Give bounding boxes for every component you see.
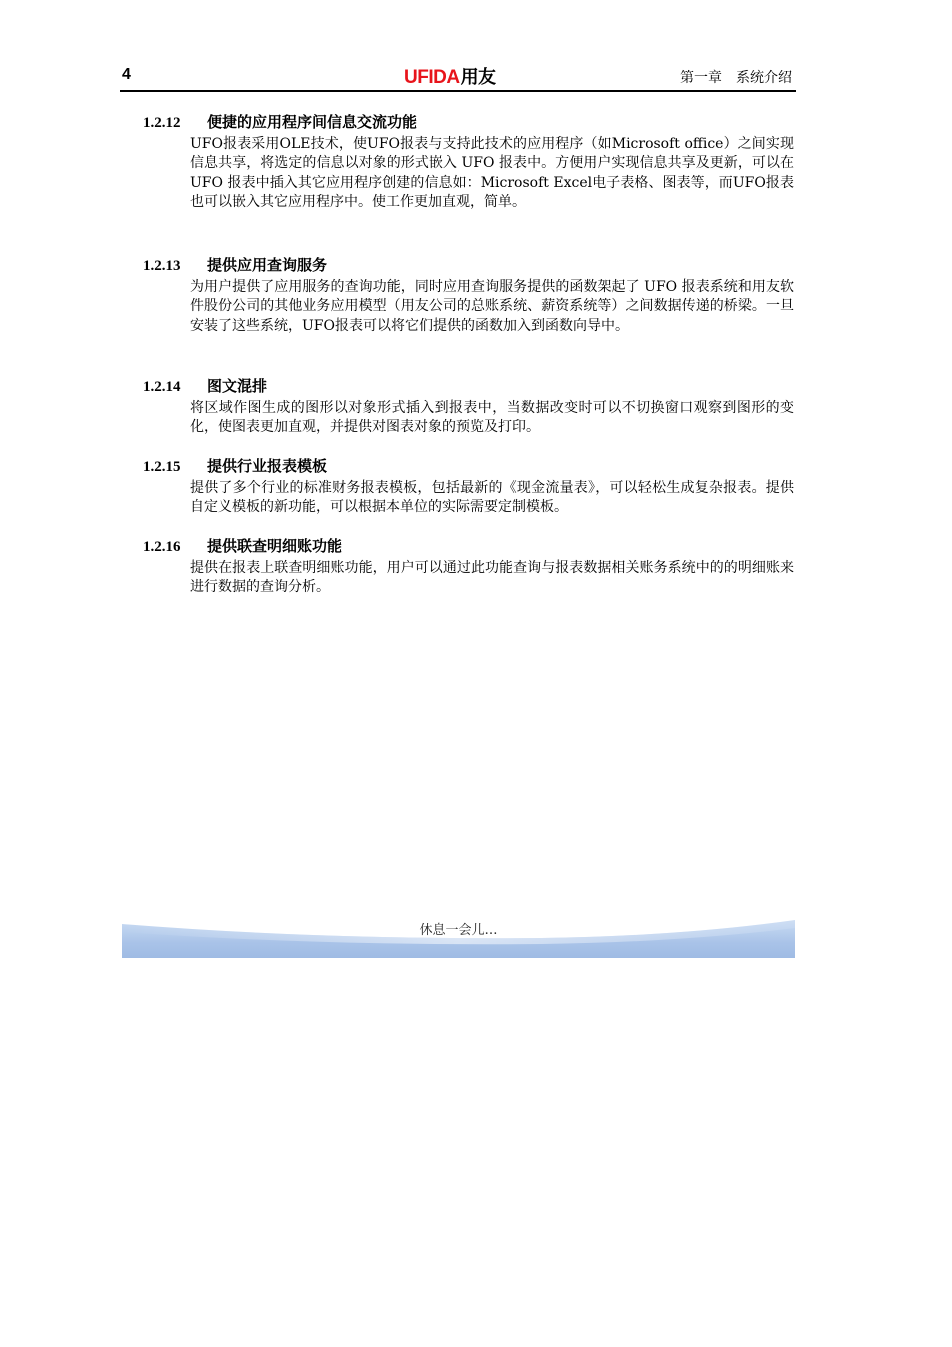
section-heading (143, 253, 803, 277)
section-title: 便捷的应用程序间信息交流功能 (207, 113, 418, 131)
section-heading (143, 534, 803, 558)
section-number: 1.2.13 (143, 258, 181, 274)
section-1-2-16 (143, 534, 803, 598)
section-1-2-15 (143, 454, 803, 518)
section-body: 提供了多个行业的标准财务报表模板，包括最新的《现金流量表》，可以轻松生成复杂报表。提供自定义模板的新功能，可以根据本单位的实际需要定制模板。 (190, 480, 794, 516)
section-number: 1.2.14 (143, 379, 181, 395)
chapter-title: 第一章 系统介绍 (680, 70, 792, 86)
section-body: 为用户提供了应用服务的查询功能，同时应用查询服务提供的函数架起了 UFO 报表系统和用友软件股份公司的其他业务应用模型（用友公司的总账系统、薪资系统等）之间数据传递的桥梁。一旦安装了这些系统，UFO报表可以将它们提供的函数加入到函数向导中。 (190, 279, 794, 334)
section-heading (143, 454, 803, 478)
section-title: 提供应用查询服务 (207, 256, 328, 274)
rest-banner (122, 916, 795, 958)
page-number: 4 (122, 66, 131, 83)
section-heading (143, 374, 803, 398)
section-1-2-14 (143, 374, 803, 438)
section-body: 将区域作图生成的图形以对象形式插入到报表中，当数据改变时可以不切换窗口观察到图形的变化，使图表更加直观，并提供对图表对象的预览及打印。 (190, 400, 794, 436)
section-heading (143, 110, 803, 134)
section-1-2-12 (143, 110, 803, 213)
section-title: 提供联查明细账功能 (207, 537, 343, 555)
logo-text-en: UFIDA (404, 67, 460, 88)
page-header (120, 62, 796, 92)
ufida-logo (404, 63, 496, 89)
section-body: 提供在报表上联查明细账功能，用户可以通过此功能查询与报表数据相关账务系统中的的明细账来进行数据的查询分析。 (190, 560, 794, 596)
section-title: 提供行业报表模板 (207, 457, 328, 475)
section-title: 图文混排 (207, 377, 268, 395)
logo-text-cn: 用友 (460, 67, 496, 87)
rest-text: 休息一会儿… (419, 923, 498, 938)
section-body: UFO报表采用OLE技术，使UFO报表与支持此技术的应用程序（如Microsoft office）之间实现信息共享，将选定的信息以对象的形式嵌入 UFO 报表中。方便用户实现信息共享及更新，可以在 UFO 报表中插入其它应用程序创建的信息如：Microsoft Excel电子表格、图表等，而UFO报表也可以嵌入其它应用程序中。使工作更加直观，简单。 (190, 136, 794, 211)
section-number: 1.2.15 (143, 459, 181, 475)
section-number: 1.2.16 (143, 539, 181, 555)
section-number: 1.2.12 (143, 115, 181, 131)
section-1-2-13 (143, 253, 803, 336)
